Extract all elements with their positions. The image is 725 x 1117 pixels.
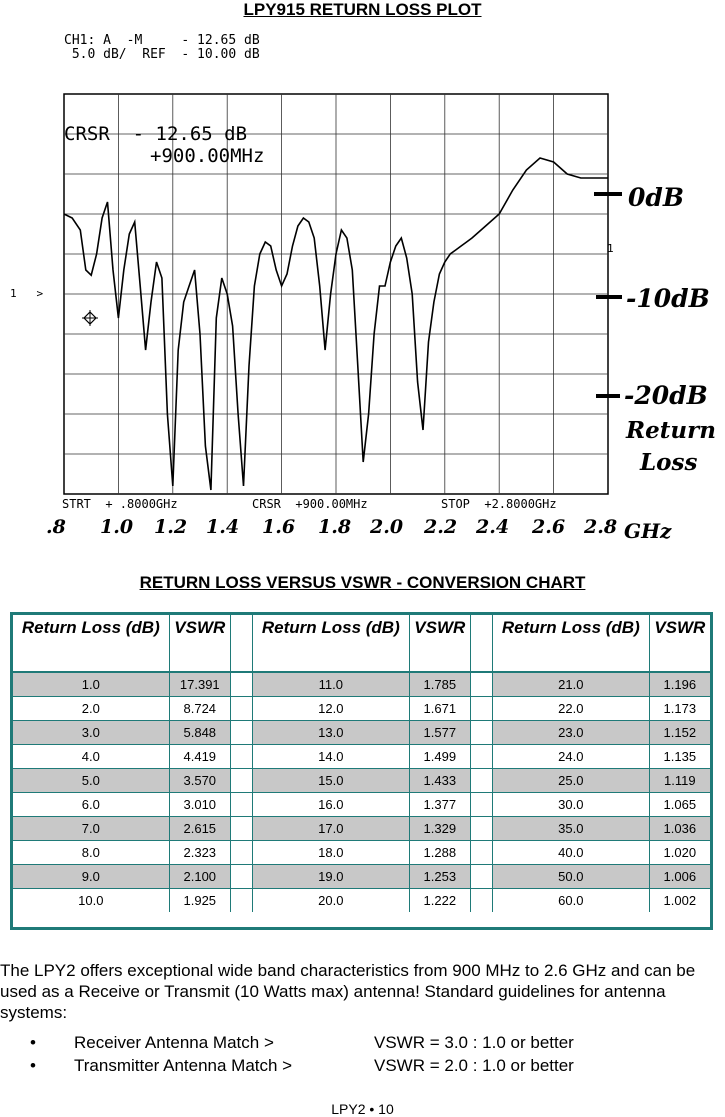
- table-cell: 1.377: [409, 793, 470, 817]
- table-cell: 1.433: [409, 769, 470, 793]
- table-cell: 6.0: [13, 793, 169, 817]
- table-cell: 5.848: [169, 721, 230, 745]
- table-cell: 11.0: [252, 672, 409, 697]
- table-cell: 1.288: [409, 841, 470, 865]
- table-cell: 1.002: [663, 893, 697, 908]
- column-spacer: [470, 865, 492, 889]
- table-cell: 16.0: [252, 793, 409, 817]
- column-spacer: [470, 841, 492, 865]
- table-cell: 15.0: [252, 769, 409, 793]
- table-cell: 60.0: [492, 889, 649, 913]
- bullet-dot-icon: •: [30, 1033, 36, 1052]
- frequency-tick-label: 2.8: [584, 516, 618, 538]
- table-row: [13, 889, 710, 913]
- plot-cursor-frequency: +900.00MHz: [150, 145, 265, 167]
- table-cell: 3.0: [13, 721, 169, 745]
- table-row: [13, 745, 710, 769]
- table-cell: 1.173: [649, 697, 710, 721]
- table-cell: 19.0: [252, 865, 409, 889]
- table-row: [13, 817, 710, 841]
- column-spacer: [230, 793, 252, 817]
- table-cell: 7.0: [13, 817, 169, 841]
- plot-cursor-readout: CRSR - 12.65 dB: [64, 123, 248, 145]
- table-cell: 25.0: [492, 769, 649, 793]
- plot-cursor-bottom-label: CRSR +900.00MHz: [252, 497, 368, 511]
- header-vswr-1: VSWR: [169, 615, 230, 672]
- frequency-tick-label: 2.4: [476, 516, 510, 538]
- table-cell: 3.010: [169, 793, 230, 817]
- conversion-chart-title: RETURN LOSS VERSUS VSWR - CONVERSION CHART: [139, 573, 586, 592]
- table-cell: 1.135: [649, 745, 710, 769]
- column-spacer: [470, 889, 492, 913]
- header-return-loss-1: Return Loss (dB): [13, 615, 169, 672]
- table-cell: 1.785: [409, 672, 470, 697]
- frequency-axis-labels: [46, 516, 617, 538]
- annotation-return: Return: [626, 417, 716, 444]
- bullet-value: VSWR = 2.0 : 1.0 or better: [374, 1056, 574, 1075]
- column-spacer: [230, 615, 252, 672]
- frequency-tick-label: 2.6: [532, 516, 566, 538]
- header-vswr-2: VSWR: [409, 615, 470, 672]
- conversion-table: [10, 612, 713, 930]
- annotation-minus10db: -10dB: [626, 284, 710, 313]
- column-spacer: [470, 793, 492, 817]
- table-cell: 3.570: [169, 769, 230, 793]
- table-row: [13, 721, 710, 745]
- column-spacer: [230, 817, 252, 841]
- table-cell: 1.577: [409, 721, 470, 745]
- table-cell: 40.0: [492, 841, 649, 865]
- table-cell: 35.0: [492, 817, 649, 841]
- table-cell: 1.222: [409, 889, 470, 913]
- table-cell: 1.020: [649, 841, 710, 865]
- bullet-value: VSWR = 3.0 : 1.0 or better: [374, 1033, 574, 1052]
- reference-marker-right: 1: [607, 242, 614, 255]
- frequency-tick-label: .8: [46, 516, 66, 538]
- column-spacer: [470, 721, 492, 745]
- column-spacer: [230, 865, 252, 889]
- frequency-tick-label: 2.2: [424, 516, 458, 538]
- header-return-loss-3: Return Loss (dB): [492, 615, 649, 672]
- table-cell: 1.196: [649, 672, 710, 697]
- table-cell: 4.0: [13, 745, 169, 769]
- table-cell: 12.0: [252, 697, 409, 721]
- table-cell: 2.323: [169, 841, 230, 865]
- table-cell: 1.036: [649, 817, 710, 841]
- table-cell: 30.0: [492, 793, 649, 817]
- column-spacer: [470, 697, 492, 721]
- column-spacer: [230, 745, 252, 769]
- table-row: [13, 865, 710, 889]
- table-header-row: [13, 615, 710, 672]
- header-return-loss-2: Return Loss (dB): [252, 615, 409, 672]
- column-spacer: [230, 721, 252, 745]
- frequency-tick-label: 1.6: [262, 516, 296, 538]
- table-cell: 8.724: [169, 697, 230, 721]
- table-cell: 18.0: [252, 841, 409, 865]
- cursor-marker-icon: [82, 310, 98, 326]
- table-cell: 9.0: [13, 865, 169, 889]
- plot-start-label: STRT + .8000GHz: [62, 497, 178, 511]
- reference-marker-left: 1 >: [10, 287, 44, 300]
- table-cell: 23.0: [492, 721, 649, 745]
- column-spacer: [470, 769, 492, 793]
- return-loss-plot: [0, 28, 725, 548]
- table-cell: 1.119: [649, 769, 710, 793]
- table-cell: 1.499: [409, 745, 470, 769]
- table-cell: 1.671: [409, 697, 470, 721]
- plot-header-line1: CH1: A -M - 12.65 dB: [64, 33, 260, 48]
- plot-grid: [64, 94, 608, 494]
- table-cell: 13.0: [252, 721, 409, 745]
- frequency-tick-label: 2.0: [370, 516, 404, 538]
- table-cell: 22.0: [492, 697, 649, 721]
- plot-stop-label: STOP +2.8000GHz: [441, 497, 557, 511]
- column-spacer: [230, 889, 252, 913]
- annotation-loss: Loss: [640, 449, 698, 476]
- description-paragraph: The LPY2 offers exceptional wide band characteristics from 900 MHz to 2.6 GHz and can be used as a Receive or Transmit (10 Watts max) antenna! Standard guidelines for antenna systems:: [0, 961, 696, 1022]
- annotation-minus20db: -20dB: [624, 381, 708, 410]
- table-cell: 21.0: [492, 672, 649, 697]
- table-cell: 2.0: [13, 697, 169, 721]
- table-cell: 17.391: [169, 672, 230, 697]
- table-row: [13, 672, 710, 697]
- annotation-0db: 0dB: [628, 183, 685, 212]
- page-title: LPY915 RETURN LOSS PLOT: [243, 0, 482, 19]
- table-cell: 1.006: [649, 865, 710, 889]
- table-cell: 4.419: [169, 745, 230, 769]
- table-cell: 24.0: [492, 745, 649, 769]
- frequency-tick-label: 1.0: [100, 516, 134, 538]
- column-spacer: [470, 615, 492, 672]
- table-row: [13, 697, 710, 721]
- table-cell: 1.329: [409, 817, 470, 841]
- table-cell: 10.0: [13, 889, 169, 913]
- frequency-unit: GHz: [624, 519, 672, 543]
- column-spacer: [230, 672, 252, 697]
- bullet-label: Transmitter Antenna Match >: [74, 1056, 293, 1075]
- table-cell: 1.925: [169, 889, 230, 913]
- column-spacer: [470, 672, 492, 697]
- bullet-label: Receiver Antenna Match >: [74, 1033, 274, 1052]
- column-spacer: [470, 817, 492, 841]
- table-cell: 8.0: [13, 841, 169, 865]
- frequency-tick-label: 1.2: [154, 516, 188, 538]
- table-cell: 5.0: [13, 769, 169, 793]
- table-cell: 50.0: [492, 865, 649, 889]
- table-cell: 17.0: [252, 817, 409, 841]
- table-row: [13, 793, 710, 817]
- plot-header-line2: 5.0 dB/ REF - 10.00 dB: [64, 47, 260, 62]
- table-row: [13, 841, 710, 865]
- table-cell: 2.615: [169, 817, 230, 841]
- table-cell: 1.065: [649, 793, 710, 817]
- table-cell: 2.100: [169, 865, 230, 889]
- column-spacer: [470, 745, 492, 769]
- frequency-tick-label: 1.8: [318, 516, 352, 538]
- table-cell: 20.0: [252, 889, 409, 913]
- column-spacer: [230, 841, 252, 865]
- table-cell: 1.152: [649, 721, 710, 745]
- table-row: [13, 769, 710, 793]
- header-vswr-3: VSWR: [649, 615, 710, 672]
- table-cell: 1.0: [13, 672, 169, 697]
- bullet-dot-icon: •: [30, 1056, 36, 1075]
- table-cell: 1.253: [409, 865, 470, 889]
- frequency-tick-label: 1.4: [206, 516, 240, 538]
- page-footer: LPY2 • 10: [331, 1101, 394, 1117]
- column-spacer: [230, 697, 252, 721]
- column-spacer: [230, 769, 252, 793]
- table-cell: 14.0: [252, 745, 409, 769]
